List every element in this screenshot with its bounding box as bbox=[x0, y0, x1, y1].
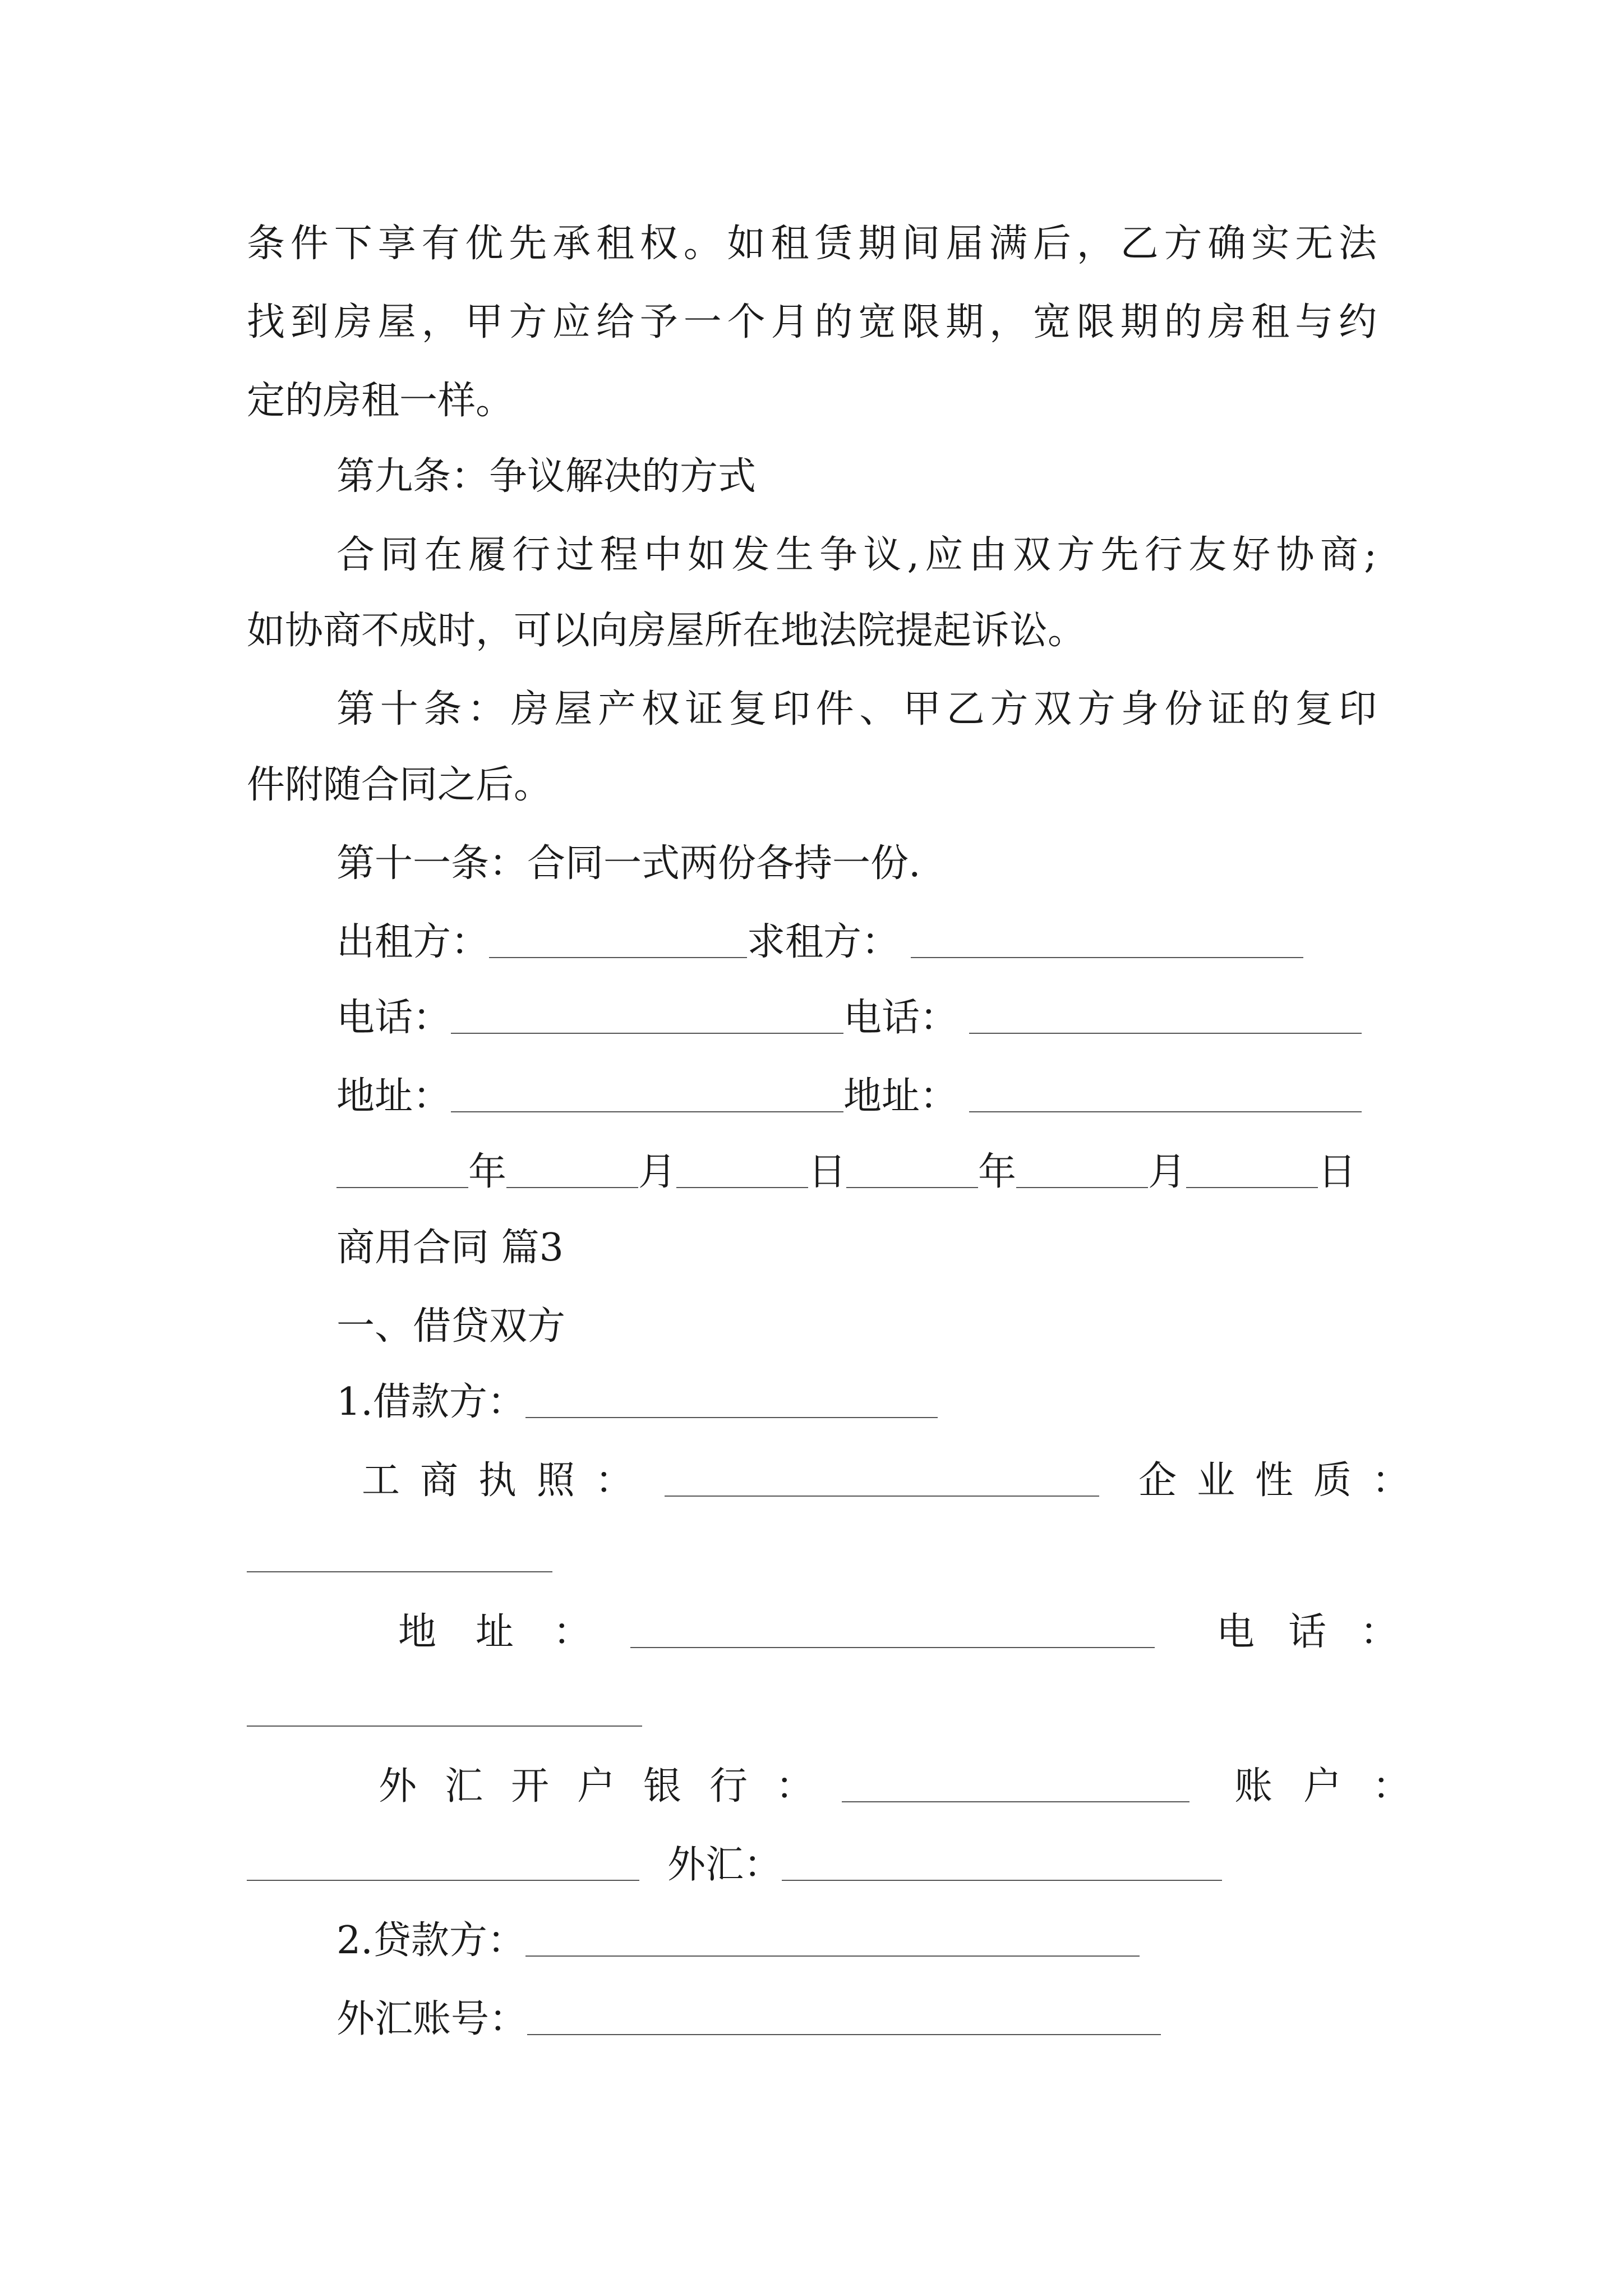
account-label: 账户： bbox=[1234, 1764, 1442, 1809]
license-row bbox=[362, 1453, 1430, 1509]
address-blank[interactable] bbox=[451, 1111, 843, 1112]
paragraph-line: 定的房租一样。 bbox=[247, 379, 514, 423]
year-label-2: 年 bbox=[978, 1150, 1017, 1194]
fx-bank-label: 外汇开户银行： bbox=[379, 1764, 842, 1809]
borrower-row bbox=[336, 1374, 938, 1430]
license-label: 工商执照： bbox=[362, 1458, 654, 1503]
address-blank-3[interactable] bbox=[630, 1647, 1155, 1648]
nature-row bbox=[247, 1529, 552, 1585]
phone-blank-3[interactable] bbox=[247, 1726, 642, 1727]
fx-account-blank[interactable] bbox=[527, 2034, 1161, 2035]
lessor-blank[interactable] bbox=[489, 957, 747, 958]
nature-label: 企业性质： bbox=[1138, 1458, 1431, 1503]
lessor-label: 出租方： bbox=[336, 920, 490, 964]
phone-label-3: 电话： bbox=[1216, 1610, 1432, 1654]
article-10-line: 件附随合同之后。 bbox=[247, 763, 552, 807]
license-blank[interactable] bbox=[665, 1496, 1099, 1497]
phone-label: 电话： bbox=[336, 996, 451, 1040]
address-label-3: 地址： bbox=[398, 1610, 631, 1654]
address-label-2: 地址： bbox=[843, 1074, 958, 1119]
nature-blank[interactable] bbox=[247, 1571, 552, 1572]
address-blank-2[interactable] bbox=[969, 1111, 1362, 1112]
lessor-row bbox=[336, 914, 1303, 970]
month-label: 月 bbox=[638, 1150, 677, 1194]
paragraph-line: 如协商不成时，可以向房屋所在地法院提起诉讼。 bbox=[247, 609, 1086, 653]
year-blank-2[interactable] bbox=[846, 1187, 978, 1188]
paragraph-line: 找到房屋，甲方应给予一个月的宽限期，宽限期的房租与约 bbox=[247, 300, 1377, 344]
phone-label-2: 电话： bbox=[843, 996, 958, 1040]
lessee-blank[interactable] bbox=[911, 957, 1303, 958]
account-blank[interactable] bbox=[247, 1880, 639, 1881]
month-blank-2[interactable] bbox=[1016, 1187, 1148, 1188]
section-title: 商用合同 篇3 bbox=[336, 1226, 564, 1270]
phone-blank-2[interactable] bbox=[969, 1033, 1362, 1034]
section-heading: 一、借贷双方 bbox=[336, 1304, 566, 1349]
address-row bbox=[336, 1069, 1362, 1125]
year-label: 年 bbox=[468, 1150, 507, 1194]
fx-bank-row bbox=[379, 1759, 1441, 1815]
lender-blank[interactable] bbox=[525, 1955, 1140, 1957]
fx-blank[interactable] bbox=[782, 1880, 1222, 1881]
phone-row bbox=[336, 990, 1362, 1046]
lender-label: 2.贷款方： bbox=[336, 1918, 525, 1963]
month-label-2: 月 bbox=[1148, 1150, 1187, 1194]
month-blank[interactable] bbox=[506, 1187, 638, 1188]
phone-row-2 bbox=[247, 1683, 642, 1739]
day-label-2: 日 bbox=[1318, 1150, 1357, 1194]
address-label: 地址： bbox=[336, 1074, 451, 1119]
day-blank-2[interactable] bbox=[1186, 1187, 1318, 1188]
day-blank[interactable] bbox=[676, 1187, 808, 1188]
lender-row bbox=[336, 1913, 1140, 1969]
day-label: 日 bbox=[808, 1150, 847, 1194]
fx-account-row bbox=[336, 1991, 1161, 2047]
account-row bbox=[247, 1837, 1222, 1893]
fx-account-label: 外汇账号： bbox=[336, 1997, 528, 2041]
fx-bank-blank[interactable] bbox=[842, 1801, 1189, 1802]
year-blank[interactable] bbox=[336, 1187, 468, 1188]
article-11: 第十一条：合同一式两份各持一份. bbox=[336, 841, 921, 886]
borrower-blank[interactable] bbox=[525, 1417, 938, 1418]
article-10-line: 第十条：房屋产权证复印件、甲乙方双方身份证的复印 bbox=[336, 687, 1377, 731]
paragraph-line: 条件下享有优先承租权。如租赁期间届满后，乙方确实无法 bbox=[247, 222, 1377, 266]
borrower-label: 1.借款方： bbox=[336, 1380, 525, 1424]
paragraph-line: 合同在履行过程中如发生争议,应由双方先行友好协商; bbox=[336, 533, 1377, 577]
date-row bbox=[336, 1144, 1356, 1200]
lessee-label: 求租方： bbox=[747, 920, 900, 964]
article-9-title: 第九条：争议解决的方式 bbox=[336, 454, 757, 499]
fx-label: 外汇： bbox=[667, 1843, 782, 1887]
address-row-2 bbox=[398, 1604, 1432, 1660]
phone-blank[interactable] bbox=[451, 1033, 843, 1034]
